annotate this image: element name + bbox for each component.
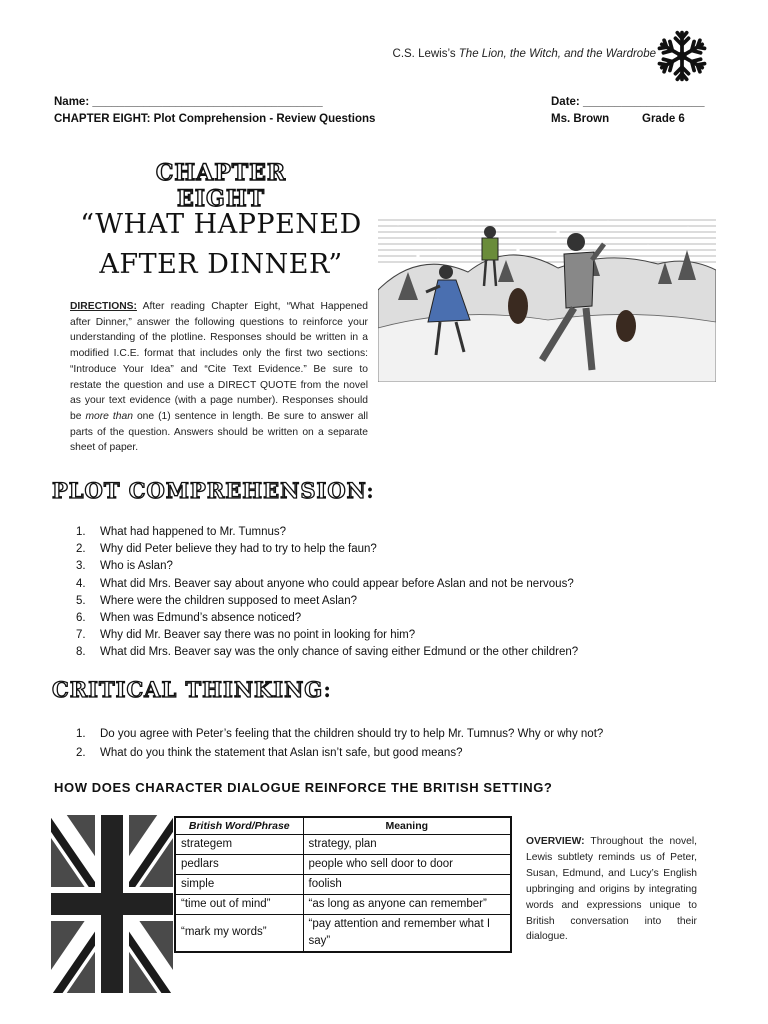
- directions-emphasis: more than: [85, 410, 133, 422]
- book-title: [393, 48, 656, 60]
- author-prefix: C.S. Lewis’s: [392, 48, 456, 60]
- assignment-title: CHAPTER EIGHT: Plot Comprehension - Review Questions: [54, 113, 376, 125]
- critical-question-1: 1. Do you agree with Peter’s feeling that the children should try to help Mr. Tumnus? Why or why not?: [76, 728, 604, 740]
- plot-question-6: 6. When was Edmund’s absence noticed?: [76, 611, 302, 624]
- chapter-label: CHAPTER EIGHT: [155, 160, 287, 212]
- plot-question-list: [76, 524, 578, 662]
- plot-question-1: 1. What had happened to Mr. Tumnus?: [76, 526, 287, 538]
- union-jack-flag: [51, 815, 173, 993]
- plot-heading-text: PLOT COMPREHENSION: [52, 478, 367, 503]
- snowflake-icon: [654, 28, 710, 84]
- table-row: [175, 894, 511, 914]
- meaning-cell: “pay attention and remember what I say”: [303, 914, 511, 952]
- word-cell: pedlars: [175, 854, 303, 874]
- chapter-title: [56, 205, 386, 285]
- plot-heading: [52, 478, 375, 503]
- col-header-meaning: Meaning: [303, 817, 511, 834]
- plot-question-8: 8. What did Mrs. Beaver say was the only chance of saving either Edmund or the other children?: [76, 646, 579, 659]
- british-words-table: [174, 816, 512, 953]
- teacher-name: Ms. Brown: [551, 113, 610, 125]
- directions-part2: one (1) sentence in length. Be sure to answer all parts of the question. Answers should be written on a separate sheet of paper.: [70, 410, 368, 454]
- plot-question-2: 2. Why did Peter believe they had to try to help the faun?: [76, 543, 377, 556]
- directions-label: DIRECTIONS:: [70, 301, 137, 312]
- word-cell: simple: [175, 874, 303, 894]
- table-row: [175, 854, 511, 874]
- col-header-word: British Word/Phrase: [175, 817, 303, 834]
- british-setting-heading: HOW DOES CHARACTER DIALOGUE REINFORCE THE BRITISH SETTING?: [54, 780, 553, 795]
- chapter-title-line1: “WHAT HAPPENED: [80, 209, 362, 240]
- name-field: Name: ____________________________________: [54, 96, 323, 108]
- word-cell: “time out of mind”: [175, 894, 303, 914]
- plot-question-4: 4. What did Mrs. Beaver say about anyone who could appear before Aslan and not be nervous?: [76, 577, 574, 590]
- word-cell: strategem: [175, 834, 303, 854]
- critical-heading: [52, 677, 332, 702]
- directions-part1: After reading Chapter Eight, “What Happened after Dinner,” answer the following questions to reinforce your understanding of the plotline. Responses should be written in a modified I.C.E. format that includes only the first two sections: “Introduce Your Idea” and “Cite Text Evidence.” Be sure to restate the question and use a DIRECT QUOTE from the novel as your text evidence (with a page number). Responses should be: [70, 301, 368, 422]
- meaning-cell: people who sell door to door: [303, 854, 511, 874]
- table-row: [175, 874, 511, 894]
- table-row: [175, 914, 511, 952]
- plot-question-7: 7. Why did Mr. Beaver say there was no point in looking for him?: [76, 629, 416, 642]
- plot-heading-colon: :: [366, 478, 375, 503]
- meaning-cell: foolish: [303, 874, 511, 894]
- chapter-illustration: [378, 210, 716, 382]
- critical-question-2: 2. What do you think the statement that Aslan isn’t safe, but good means?: [76, 747, 463, 760]
- chapter-title-line2: AFTER DINNER”: [99, 249, 343, 280]
- critical-question-list: [76, 726, 603, 762]
- book-title-text: The Lion, the Witch, and the Wardrobe: [458, 48, 656, 60]
- overview-label: OVERVIEW:: [526, 836, 585, 847]
- grade-level: Grade 6: [642, 113, 685, 125]
- meaning-cell: “as long as anyone can remember”: [303, 894, 511, 914]
- directions-text: [70, 299, 368, 456]
- meaning-cell: strategy, plan: [303, 834, 511, 854]
- overview-text: [526, 834, 697, 945]
- word-cell: “mark my words”: [175, 914, 303, 952]
- plot-question-5: 5. Where were the children supposed to meet Aslan?: [76, 594, 357, 607]
- overview-body: Throughout the novel, Lewis subtlety reminds us of Peter, Susan, Edmund, and Lucy’s English upbringing and origins by integrating words and expressions unique to British conversation into their dialogue.: [526, 836, 697, 943]
- table-row: [175, 834, 511, 854]
- date-field: Date: ___________________: [551, 96, 705, 108]
- plot-question-3: 3. Who is Aslan?: [76, 560, 173, 573]
- critical-heading-text: CRITICAL THINKING: [52, 677, 324, 702]
- critical-heading-colon: :: [323, 677, 332, 702]
